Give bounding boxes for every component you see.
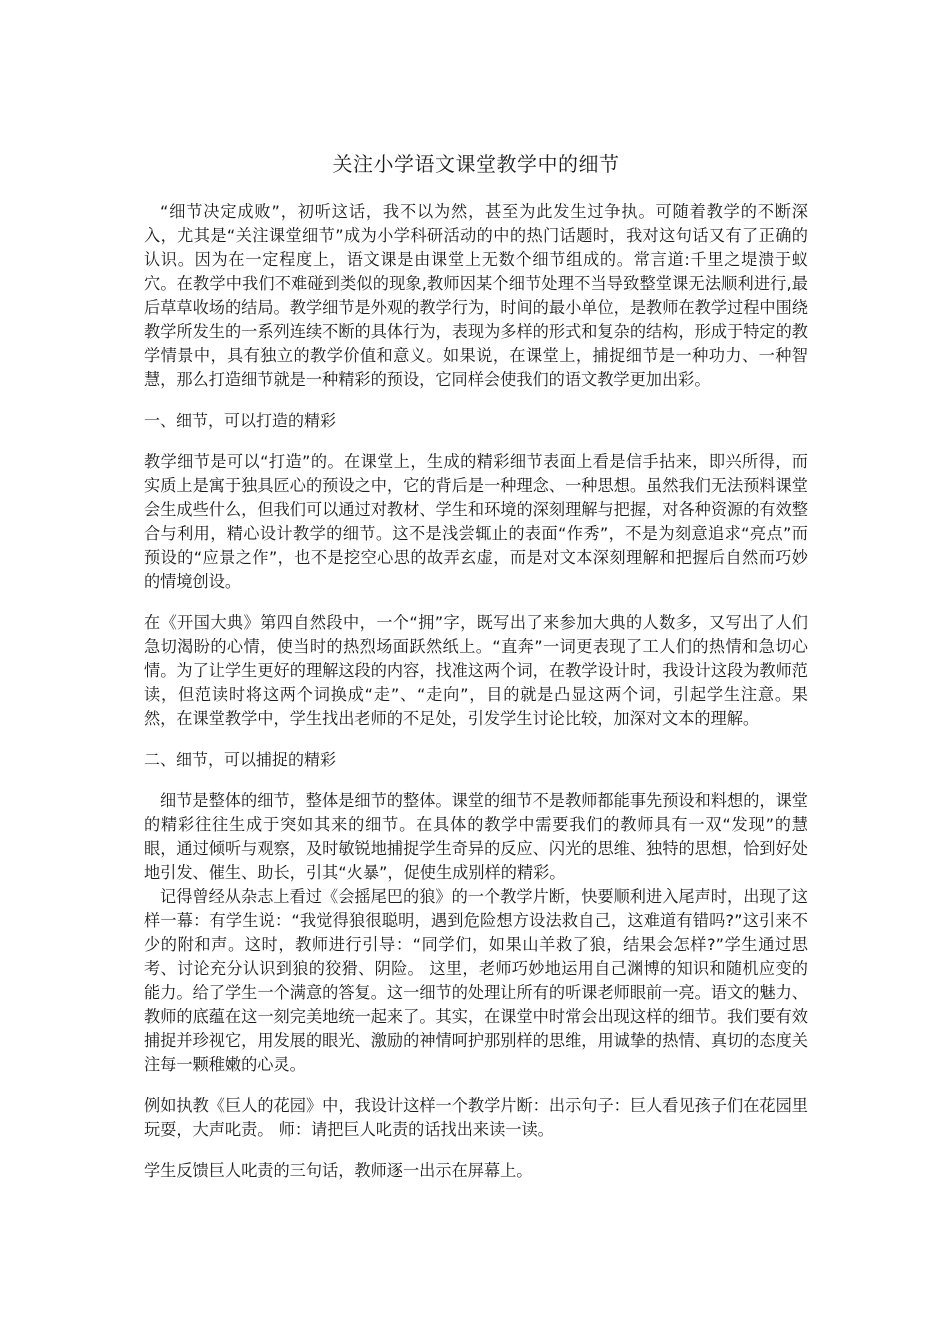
intro-paragraph: “细节决定成败”，初听这话，我不以为然，甚至为此发生过争执。可随着教学的不断深入，尤其是“关注课堂细节”成为小学科研活动的中的热门话题时，我对这句话又有了正确的认识。因为在一定程度上，语文课是由课堂上无数个细节组成的。常言道:千里之堤溃于蚁穴。在教学中我们不难碰到类似的现象,教师因某个细节处理不当导致整堂课无法顺利进行,最后草草收场的结局。教学细节是外观的教学行为，时间的最小单位，是教师在教学过程中围绕教学所发生的一系列连续不断的具体行为，表现为多样的形式和复杂的结构，形成于特定的教学情景中，具有独立的教学价值和意义。如果说，在课堂上，捕捉细节是一种功力、一种智慧，那么打造细节就是一种精彩的预设，它同样会使我们的语文教学更加出彩。 <box>144 202 808 389</box>
document-page <box>144 150 808 1200</box>
document-title: 关注小学语文课堂教学中的细节 <box>332 152 620 176</box>
section-heading-1: 一、细节，可以打造的精彩 <box>144 411 337 430</box>
paragraph-student-feedback: 学生反馈巨人叱责的三句话，教师逐一出示在屏幕上。 <box>144 1161 533 1180</box>
paragraph-wolf-example: 记得曾经从杂志上看过《会摇尾巴的狼》的一个教学片断，快要顺利进入尾声时，出现了这样一幕：有学生说：“我觉得狼很聪明，遇到危险想方设法救自己，这难道有错吗?”这引来不少的附和声。这时，教师进行引导：“同学们，如果山羊救了狼，结果会怎样?”学生通过思考、讨论充分认识到狼的狡猾、阴险。 这里，老师巧妙地运用自己渊博的知识和随机应变的能力。给了学生一个满意的答复。这一细节的处理让所有的听课老师眼前一亮。语文的魅力、教师的底蕴在这一刻完美地统一起来了。其实，在课堂中时常会出现这样的细节。我们要有效捕捉并珍视它，用发展的眼光、激励的神情呵护那别样的思维，用诚挚的热情、真切的态度关注每一颗稚嫩的心灵。 <box>144 887 808 1074</box>
paragraph-founding-ceremony: 在《开国大典》第四自然段中，一个“拥”字，既写出了来参加大典的人数多，又写出了人们急切渴盼的心情，使当时的热烈场面跃然纸上。“直奔”一词更表现了工人们的热情和急切心情。为了让学生更好的理解这段的内容，找准这两个词，在教学设计时，我设计这段为教师范读，但范读时将这两个词换成“走”、“走向”，目的就是凸显这两个词，引起学生注意。果然，在课堂教学中，学生找出老师的不足处，引发学生讨论比较，加深对文本的理解。 <box>144 613 808 728</box>
paragraph-captured-details: 细节是整体的细节，整体是细节的整体。课堂的细节不是教师都能事先预设和料想的，课堂的精彩往往生成于突如其来的细节。在具体的教学中需要我们的教师具有一双“发现”的慧眼，通过倾听与观察，及时敏锐地捕捉学生奇异的反应、闪光的思维、独特的思想，恰到好处地引发、催生、助长，引其“火暴”，促使生成别样的精彩。 <box>144 791 808 882</box>
section-heading-2: 二、细节，可以捕捉的精彩 <box>144 750 337 769</box>
paragraph-designed-details: 教学细节是可以“打造”的。在课堂上，生成的精彩细节表面上看是信手拈来，即兴所得，而实质上是寓于独具匠心的预设之中，它的背后是一种理念、一种思想。虽然我们无法预料课堂会生成些什么，但我们可以通过对教材、学生和环境的深刻理解与把握，对各种资源的有效整合与利用，精心设计教学的细节。这不是浅尝辄止的表面“作秀”，不是为刻意追求“亮点”而预设的“应景之作”，也不是挖空心思的故弄玄虚，而是对文本深刻理解和把握后自然而巧妙的情境创设。 <box>144 452 808 591</box>
paragraph-giant-garden: 例如执教《巨人的花园》中，我设计这样一个教学片断：出示句子：巨人看见孩子们在花园里玩耍，大声叱责。 师：请把巨人叱责的话找出来读一读。 <box>144 1096 808 1139</box>
